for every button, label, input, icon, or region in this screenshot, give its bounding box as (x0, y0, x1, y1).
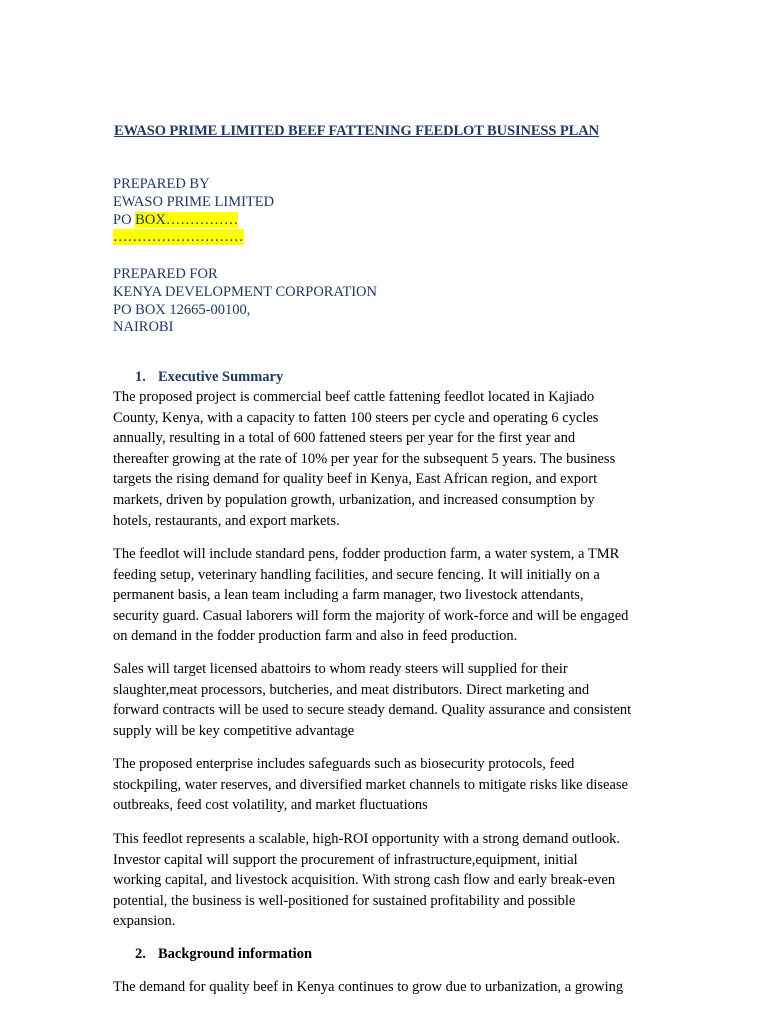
text-line: security guard. Casual laborers will form the majority of work-force and will be engaged (113, 607, 629, 624)
text-line: on demand in the fodder production farm and also in feed production. (113, 628, 518, 645)
prepared-by-company: EWASO PRIME LIMITED (113, 193, 275, 210)
text-line: markets, driven by population growth, urbanization, and increased consumption by (113, 491, 595, 508)
paragraph (113, 544, 658, 647)
document-title: EWASO PRIME LIMITED BEEF FATTENING FEEDLOT BUSINESS PLAN (114, 123, 599, 139)
prepared-by-block (113, 176, 274, 247)
text-line: The proposed project is commercial beef cattle fattening feedlot located in Kajiado (113, 389, 595, 405)
dots-highlight: ……………………… (113, 229, 244, 246)
prepared-for-city: NAIROBI (113, 319, 174, 336)
text-line: The proposed enterprise includes safeguards such as biosecurity protocols, feed (113, 756, 575, 772)
text-line: permanent basis, a lean team including a farm manager, two livestock attendants, (113, 587, 584, 604)
text-line: annually, resulting in a total of 600 fattened steers per year for the first year and (113, 430, 576, 447)
po-prefix: PO (113, 211, 136, 228)
section-number: 2. (135, 946, 146, 962)
text-line: County, Kenya, with a capacity to fatten 100 steers per cycle and operating 6 cycles (113, 409, 599, 426)
section-heading-background (135, 946, 312, 963)
text-line: thereafter growing at the rate of 10% per year for the subsequent 5 years. The business (113, 450, 616, 467)
prepared-for-org: KENYA DEVELOPMENT CORPORATION (113, 283, 377, 300)
paragraph (113, 829, 658, 932)
text-line: expansion. (113, 913, 176, 930)
section-title: Background information (158, 946, 313, 962)
prepared-for-address: PO BOX 12665-00100, (113, 301, 251, 318)
po-box-highlight: BOX…………… (135, 211, 239, 228)
paragraph (113, 659, 658, 741)
text-line: feeding setup, veterinary handling facilities, and secure fencing. It will initially on a (113, 566, 600, 583)
text-line: The demand for quality beef in Kenya continues to grow due to urbanization, a growing (113, 979, 624, 995)
text-line: The feedlot will include standard pens, fodder production farm, a water system, a TMR (113, 546, 620, 562)
text-line: supply will be key competitive advantage (113, 722, 355, 739)
prepared-by-dots-line (113, 229, 274, 247)
prepared-by-po-box (113, 212, 274, 230)
text-line: outbreaks, feed cost volatility, and market fluctuations (113, 797, 428, 814)
prepared-by-label: PREPARED BY (113, 176, 210, 192)
paragraph (113, 754, 658, 816)
text-line: forward contracts will be used to secure steady demand. Quality assurance and consistent (113, 702, 632, 719)
prepared-for-label: PREPARED FOR (113, 266, 218, 282)
text-line: This feedlot represents a scalable, high-ROI opportunity with a strong demand outlook. (113, 831, 620, 847)
text-line: targets the rising demand for quality beef in Kenya, East African region, and export (113, 471, 598, 488)
prepared-for-block (113, 266, 377, 337)
section-number: 1. (135, 369, 146, 385)
text-line: slaughter,meat processors, butcheries, and meat distributors. Direct marketing and (113, 681, 590, 698)
section-title: Executive Summary (158, 369, 284, 385)
text-line: Investor capital will support the procurement of infrastructure,equipment, initial (113, 851, 578, 868)
paragraph (113, 387, 658, 531)
paragraph (113, 977, 658, 998)
section-heading-executive-summary (135, 369, 283, 386)
text-line: hotels, restaurants, and export markets. (113, 512, 340, 529)
text-line: stockpiling, water reserves, and diversified market channels to mitigate risks like disease (113, 776, 628, 793)
text-line: Sales will target licensed abattoirs to whom ready steers will supplied for their (113, 661, 568, 677)
text-line: potential, the business is well-positioned for sustained profitability and possible (113, 892, 576, 909)
text-line: working capital, and livestock acquisition. With strong cash flow and early break-even (113, 872, 616, 889)
